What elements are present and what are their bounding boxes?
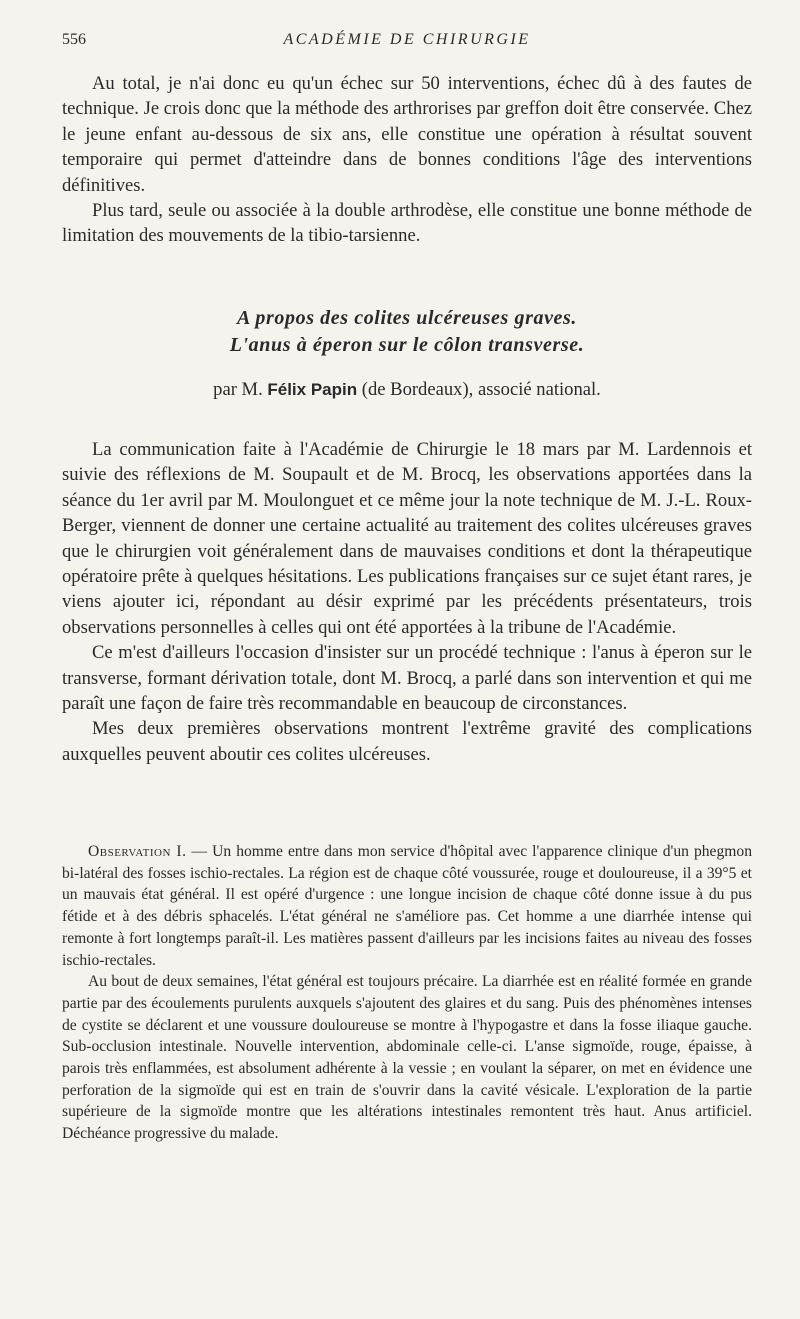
intro-paragraph: Plus tard, seule ou associée à la double arthrodèse, elle constitue une bonne méthode de limitation des mouvements de la tibio-tarsienne.	[62, 200, 752, 247]
intro-section	[62, 71, 752, 249]
byline-prefix: par M.	[213, 379, 263, 400]
page-number: 556	[62, 31, 86, 48]
intro-paragraph: Au total, je n'ai donc eu qu'un échec sur 50 interventions, échec dû à des fautes de technique. Je crois donc que la méthode des arthrorises par greffon doit être conservée. Chez le jeune enfant au-dessous de six ans, elle constitue une opération à résultat souvent temporaire qui permet d'atteindre dans de bonnes conditions l'âge des interventions définitives.	[62, 73, 752, 196]
byline-affiliation: (de Bordeaux), associé national.	[361, 379, 601, 400]
running-head	[62, 31, 752, 55]
article-title-line: L'anus à éperon sur le côlon transverse.	[229, 334, 585, 356]
observation-paragraph	[62, 841, 752, 971]
observation-text: — Un homme entre dans mon service d'hôpital avec l'apparence clinique d'un phegmon bi-latéral des fosses ischio-rectales. La région est de chaque côté voussurée, rouge et douloureuse, il a 39°5 et un mauvais état général. Il est opéré d'urgence : une longue incision de chaque côté donne issue à du pus fétide et à des débris sphacelés. L'état général ne s'améliore pas. Cet homme a une diarrhée intense qui remonte à fort longtemps paraît-il. Les matières passent d'ailleurs par les incisions faites au niveau des fosses ischio-rectales.	[62, 843, 752, 969]
article-paragraph: Ce m'est d'ailleurs l'occasion d'insister sur un procédé technique : l'anus à éperon sur le transverse, formant dérivation totale, dont M. Brocq, a parlé dans son intervention et qui me paraît une façon de faire très recommandable en beaucoup de circonstances.	[62, 642, 752, 715]
journal-title: ACADÉMIE DE CHIRURGIE	[283, 31, 531, 48]
article-title-line: A propos des colites ulcéreuses graves.	[236, 307, 578, 329]
article-body	[62, 437, 752, 767]
author-name: Félix Papin	[267, 380, 358, 399]
observation-paragraph: Au bout de deux semaines, l'état général est toujours précaire. La diarrhée est en réalité formée en grande partie par des écoulements purulents auxquels s'ajoutent des glaires et du sang. Puis des phénomènes intenses de cystite se déclarent et une voussure douloureuse se montre à l'hypogastre et dans la fosse iliaque gauche. Sub-occlusion intestinale. Nouvelle intervention, abdominale celle-ci. L'anse sigmoïde, rouge, épaisse, à parois très enflammées, est absolument adhérente à la vessie ; en voulant la séparer, on met en évidence une perforation de la sigmoïde qui est en train de s'ouvrir dans la cavité vésicale. L'exploration de la partie supérieure de la sigmoïde montre que les altérations intestinales remontent très haut. Anus artificiel. Déchéance progressive du malade.	[62, 973, 752, 1143]
article-paragraph: Mes deux premières observations montrent l'extrême gravité des complications auxquelles peuvent aboutir ces colites ulcéreuses.	[62, 718, 752, 765]
observation-section	[62, 841, 752, 1145]
observation-label: Observation I.	[88, 843, 187, 860]
byline	[62, 377, 752, 403]
article-paragraph: La communication faite à l'Académie de Chirurgie le 18 mars par M. Lardennois et suivie des réflexions de M. Soupault et de M. Brocq, les observations apportées dans la séance du 1er avril par M. Moulonguet et ce même jour la note technique de M. J.-L. Roux-Berger, viennent de donner une certaine actualité au traitement des colites ulcéreuses graves que le chirurgien voit généralement dans de mauvaises conditions et dont la thérapeutique opératoire prête à quelques hésitations. Les publications françaises sur ce sujet étant rares, je viens ajouter ici, répondant au désir exprimé par les précédents présentateurs, trois observations personnelles à celles qui ont été apportées à la tribune de l'Académie.	[62, 439, 752, 638]
article-title	[62, 305, 752, 359]
